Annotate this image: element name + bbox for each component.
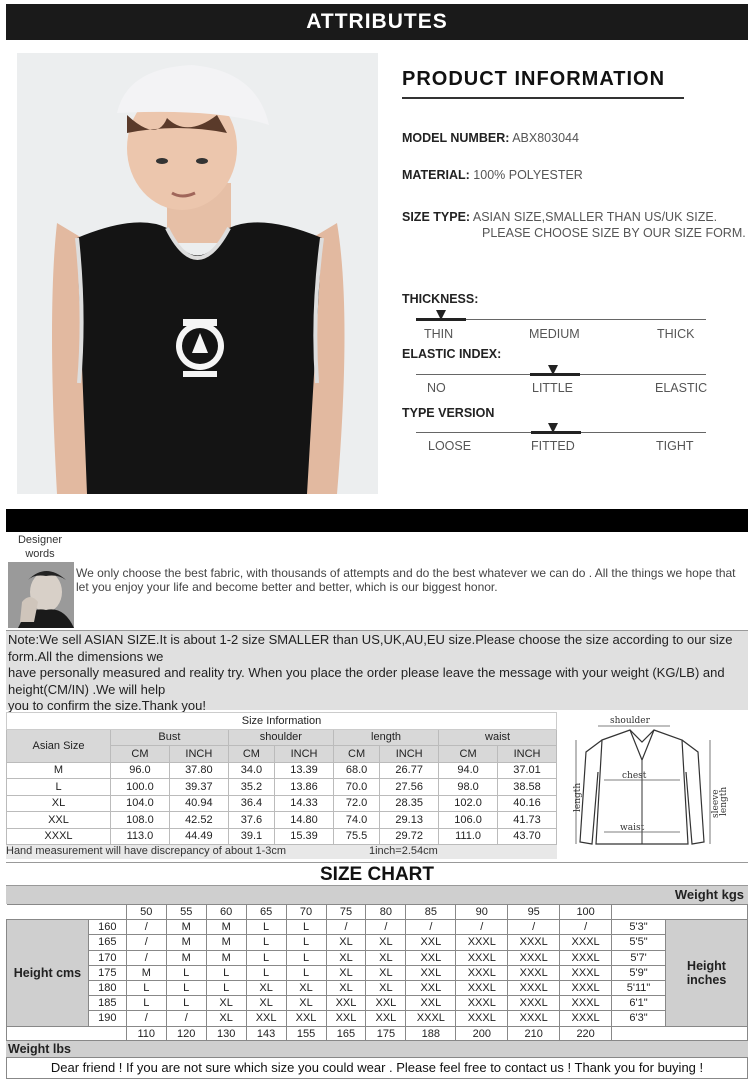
asian-size-header: Asian Size — [7, 729, 111, 762]
size-cell: XXXL — [508, 980, 560, 995]
sleeve-label: sleeve — [711, 789, 721, 818]
measurement-cell: 104.0 — [111, 795, 170, 812]
sleeve-length-label: length — [719, 786, 729, 816]
inch-conversion: 1inch=2.54cm — [369, 845, 438, 857]
kg-value-cell: 70 — [286, 905, 326, 920]
size-cell: XL — [366, 935, 406, 950]
lbs-value-cell: 120 — [166, 1026, 206, 1041]
model-number-value: ABX803044 — [512, 131, 579, 145]
measurement-cell: 37.01 — [498, 762, 557, 779]
note-line3: you to confirm the size.Thank you! — [8, 698, 206, 713]
note-line1: Note:We sell ASIAN SIZE.It is about 1-2 size SMALLER than US,UK,AU,EU size.Please choose the size according to our size form.All the dimensions we — [8, 632, 733, 664]
size-cell: XXXL — [508, 935, 560, 950]
thickness-option-thick: THICK — [657, 327, 695, 341]
table-row — [7, 1011, 748, 1026]
blank-cell — [612, 905, 748, 920]
product-info — [402, 68, 747, 99]
measurement-cell: 40.16 — [498, 795, 557, 812]
size-cell: L — [206, 980, 246, 995]
size-cell: XXXL — [456, 950, 508, 965]
measurement-cell: 39.1 — [228, 828, 274, 845]
height-cm-cell: 160 — [88, 920, 126, 935]
unit-header: CM — [228, 746, 274, 763]
size-cell: XXXL — [456, 996, 508, 1011]
measurement-cell: 106.0 — [439, 812, 498, 829]
size-cell: XL — [326, 935, 366, 950]
material-label: MATERIAL: — [402, 168, 470, 182]
size-cell: M — [206, 935, 246, 950]
waist-header: waist — [439, 729, 557, 746]
measurement-cell: 74.0 — [333, 812, 379, 829]
kg-value-cell: 60 — [206, 905, 246, 920]
shirt-measurement-diagram — [558, 712, 748, 860]
measurement-cell: 102.0 — [439, 795, 498, 812]
footer-message: Dear friend ! If you are not sure which size you could wear . Please feel free to contact us ! Thank you for buying ! — [6, 1057, 748, 1079]
size-cell: / — [166, 1011, 206, 1026]
measurement-cell: 13.86 — [275, 779, 334, 796]
lbs-value-cell: 110 — [126, 1026, 166, 1041]
measurement-cell: 75.5 — [333, 828, 379, 845]
measurement-cell: 36.4 — [228, 795, 274, 812]
size-info-title: Size Information — [7, 713, 557, 730]
kg-value-cell: 80 — [366, 905, 406, 920]
size-cell: XL — [326, 950, 366, 965]
height-inch-cell: 5'5" — [612, 935, 666, 950]
type-option-loose: LOOSE — [428, 439, 472, 453]
size-cell: XXXL — [508, 950, 560, 965]
size-cell: XXL — [406, 950, 456, 965]
height-cm-cell: 170 — [88, 950, 126, 965]
lbs-value-cell: 188 — [406, 1026, 456, 1041]
measurement-cell: 27.56 — [380, 779, 439, 796]
size-cell: XL — [366, 965, 406, 980]
size-cell: XXXL — [560, 980, 612, 995]
measurement-cell: 26.77 — [380, 762, 439, 779]
size-cell: M — [206, 920, 246, 935]
size-cell: XXL — [286, 1011, 326, 1026]
blank-cell — [612, 1026, 748, 1041]
size-cell: XXL — [406, 996, 456, 1011]
size-cell: XXXL — [456, 1011, 508, 1026]
size-cell: XL — [7, 795, 111, 812]
table-row — [7, 920, 748, 935]
size-cell: L — [166, 980, 206, 995]
size-cell: XXXL — [560, 935, 612, 950]
height-inch-cell: 5'11" — [612, 980, 666, 995]
size-cell: M — [7, 762, 111, 779]
height-cm-cell: 175 — [88, 965, 126, 980]
measurement-cell: 70.0 — [333, 779, 379, 796]
measurement-cell: 111.0 — [439, 828, 498, 845]
measurement-cell: 14.80 — [275, 812, 334, 829]
measurement-cell: 15.39 — [275, 828, 334, 845]
measurement-cell: 98.0 — [439, 779, 498, 796]
lbs-value-cell: 130 — [206, 1026, 246, 1041]
measurement-cell: 113.0 — [111, 828, 170, 845]
table-row — [7, 996, 748, 1011]
lbs-value-cell: 143 — [246, 1026, 286, 1041]
size-cell: XL — [366, 980, 406, 995]
weight-lbs-label: Weight lbs — [6, 1040, 748, 1057]
height-inch-cell: 5'3" — [612, 920, 666, 935]
size-cell: L — [246, 950, 286, 965]
size-cell: XL — [246, 980, 286, 995]
unit-header: CM — [111, 746, 170, 763]
thickness-marker-icon — [436, 310, 446, 320]
note-line2: have personally measured and reality try. When you place the order please leave the message with your weight (KG/LB) and height(CM/IN) .We will help — [8, 665, 725, 697]
kg-value-cell: 90 — [456, 905, 508, 920]
material-value: 100% POLYESTER — [473, 168, 583, 182]
measurement-cell: 42.52 — [169, 812, 228, 829]
size-information-table — [6, 712, 557, 845]
measurement-cell: 34.0 — [228, 762, 274, 779]
designer-words: We only choose the best fabric, with thousands of attempts and do the best whatever we can do . All the things we hope that let you enjoy your life and become better and better, which is our biggest honor. — [76, 566, 736, 594]
size-cell: L — [206, 965, 246, 980]
size-chart — [6, 886, 748, 1042]
kg-value-cell: 100 — [560, 905, 612, 920]
size-cell: XXXL — [508, 965, 560, 980]
measurement-cell: 72.0 — [333, 795, 379, 812]
size-cell: XL — [326, 965, 366, 980]
size-cell: / — [508, 920, 560, 935]
unit-header: INCH — [275, 746, 334, 763]
kg-row — [7, 905, 748, 920]
size-cell: XL — [206, 996, 246, 1011]
size-cell: XXXL — [560, 1011, 612, 1026]
size-cell: XL — [206, 1011, 246, 1026]
elastic-index-label: ELASTIC INDEX: — [402, 347, 502, 361]
section-divider — [6, 509, 748, 532]
size-type-line1: ASIAN SIZE,SMALLER THAN US/UK SIZE. — [472, 210, 718, 224]
size-cell: XXL — [366, 996, 406, 1011]
size-cell: XXXL — [456, 980, 508, 995]
size-cell: XL — [246, 996, 286, 1011]
measurement-cell: 44.49 — [169, 828, 228, 845]
model-number-row — [402, 131, 579, 145]
measurement-cell: 28.35 — [380, 795, 439, 812]
size-cell: L — [286, 965, 326, 980]
unit-header: INCH — [498, 746, 557, 763]
size-cell: XXL — [7, 812, 111, 829]
size-note — [6, 630, 748, 713]
size-cell: XL — [286, 980, 326, 995]
thickness-option-medium: MEDIUM — [529, 327, 580, 341]
measurement-cell: 40.94 — [169, 795, 228, 812]
measurement-cell: 108.0 — [111, 812, 170, 829]
table-row — [7, 795, 557, 812]
measurement-cell: 35.2 — [228, 779, 274, 796]
lbs-value-cell: 175 — [366, 1026, 406, 1041]
size-cell: / — [456, 920, 508, 935]
table-row — [7, 965, 748, 980]
elastic-option-little: LITTLE — [532, 381, 573, 395]
type-version-label: TYPE VERSION — [402, 406, 495, 420]
unit-header: INCH — [380, 746, 439, 763]
size-cell: / — [406, 920, 456, 935]
bust-header: Bust — [111, 729, 229, 746]
product-info-title: PRODUCT INFORMATION — [402, 68, 684, 99]
model-number-label: MODEL NUMBER: — [402, 131, 510, 145]
measurement-cell: 39.37 — [169, 779, 228, 796]
height-cm-cell: 180 — [88, 980, 126, 995]
height-cm-cell: 185 — [88, 996, 126, 1011]
lbs-value-cell: 165 — [326, 1026, 366, 1041]
measurement-cell: 14.33 — [275, 795, 334, 812]
elastic-marker-icon — [548, 365, 558, 375]
height-inches-label: Height inches — [665, 920, 747, 1026]
measurement-cell: 29.13 — [380, 812, 439, 829]
shoulder-label: shoulder — [610, 716, 650, 726]
size-cell: L — [7, 779, 111, 796]
kg-value-cell: 95 — [508, 905, 560, 920]
thickness-option-thin: THIN — [424, 327, 454, 341]
size-cell: L — [166, 996, 206, 1011]
size-cell: XXL — [366, 1011, 406, 1026]
length-label: length — [573, 782, 583, 812]
measurement-cell: 43.70 — [498, 828, 557, 845]
measurement-cell: 29.72 — [380, 828, 439, 845]
height-cm-cell: 190 — [88, 1011, 126, 1026]
size-cell: XXXL — [456, 965, 508, 980]
size-cell: M — [166, 920, 206, 935]
size-type-line2: PLEASE CHOOSE SIZE BY OUR SIZE FORM. — [482, 226, 746, 240]
waist-label: waist — [620, 823, 645, 833]
size-cell: XL — [366, 950, 406, 965]
size-cell: XXXL — [406, 1011, 456, 1026]
kg-value-cell: 50 — [126, 905, 166, 920]
size-cell: XXL — [406, 980, 456, 995]
size-cell: L — [246, 920, 286, 935]
shoulder-header: shoulder — [228, 729, 333, 746]
size-cell: / — [326, 920, 366, 935]
lbs-value-cell: 200 — [456, 1026, 508, 1041]
size-cell: XXXL — [508, 996, 560, 1011]
table-row — [7, 980, 748, 995]
measurement-cell: 13.39 — [275, 762, 334, 779]
table-row — [7, 762, 557, 779]
height-inch-cell: 5'7' — [612, 950, 666, 965]
size-cell: / — [366, 920, 406, 935]
kg-value-cell: 75 — [326, 905, 366, 920]
size-cell: L — [126, 996, 166, 1011]
size-cell: XL — [326, 980, 366, 995]
designer-avatar — [8, 562, 74, 628]
table-row — [7, 950, 748, 965]
measurement-cell: 68.0 — [333, 762, 379, 779]
size-cell: XXL — [246, 1011, 286, 1026]
measurement-cell: 100.0 — [111, 779, 170, 796]
size-cell: L — [246, 965, 286, 980]
weight-kgs-header: Weight kgs — [6, 886, 748, 904]
length-header: length — [333, 729, 438, 746]
table-row — [7, 812, 557, 829]
size-cell: M — [166, 935, 206, 950]
size-cell: / — [126, 920, 166, 935]
size-cell: L — [166, 965, 206, 980]
height-cms-label: Height cms — [7, 920, 89, 1026]
lbs-row — [7, 1026, 748, 1041]
size-cell: XXL — [326, 1011, 366, 1026]
type-option-tight: TIGHT — [656, 439, 694, 453]
measurement-cell: 41.73 — [498, 812, 557, 829]
product-photo — [17, 53, 378, 494]
height-cm-cell: 165 — [88, 935, 126, 950]
size-cell: XXL — [406, 965, 456, 980]
size-cell: XXXL — [7, 828, 111, 845]
lbs-value-cell: 220 — [560, 1026, 612, 1041]
size-cell: XXL — [326, 996, 366, 1011]
measurement-disclaimer: Hand measurement will have discrepancy of about 1-3cm — [6, 845, 287, 857]
size-cell: XL — [286, 996, 326, 1011]
size-cell: XXXL — [560, 965, 612, 980]
height-inch-cell: 6'1" — [612, 996, 666, 1011]
material-row — [402, 168, 583, 182]
blank-cell — [7, 1026, 127, 1041]
size-cell: XXXL — [560, 996, 612, 1011]
table-row — [7, 935, 748, 950]
size-cell: L — [286, 935, 326, 950]
lbs-value-cell: 155 — [286, 1026, 326, 1041]
measurement-cell: 37.6 — [228, 812, 274, 829]
kg-value-cell: 55 — [166, 905, 206, 920]
size-cell: / — [126, 950, 166, 965]
size-cell: / — [126, 1011, 166, 1026]
size-cell: XXXL — [560, 950, 612, 965]
table-row — [7, 779, 557, 796]
blank-cell — [7, 905, 127, 920]
unit-header: INCH — [169, 746, 228, 763]
size-cell: M — [166, 950, 206, 965]
size-cell: L — [126, 980, 166, 995]
measurement-cell: 37.80 — [169, 762, 228, 779]
size-type-row — [402, 210, 747, 224]
measurement-cell: 94.0 — [439, 762, 498, 779]
thickness-label: THICKNESS: — [402, 292, 479, 306]
size-cell: L — [286, 950, 326, 965]
size-cell: XXXL — [508, 1011, 560, 1026]
height-inch-cell: 5'9" — [612, 965, 666, 980]
size-chart-title: SIZE CHART — [6, 862, 748, 886]
measurement-cell: 96.0 — [111, 762, 170, 779]
chest-label: chest — [622, 771, 647, 781]
size-cell: M — [126, 965, 166, 980]
size-cell: / — [126, 935, 166, 950]
type-option-fitted: FITTED — [531, 439, 575, 453]
size-cell: L — [246, 935, 286, 950]
unit-header: CM — [333, 746, 379, 763]
size-cell: XXXL — [456, 935, 508, 950]
table-row — [7, 828, 557, 845]
size-cell: / — [560, 920, 612, 935]
attributes-header: ATTRIBUTES — [6, 4, 748, 40]
kg-value-cell: 65 — [246, 905, 286, 920]
size-cell: L — [286, 920, 326, 935]
measurement-cell: 38.58 — [498, 779, 557, 796]
size-info-footer — [6, 845, 557, 859]
elastic-option-no: NO — [427, 381, 446, 395]
kg-value-cell: 85 — [406, 905, 456, 920]
designer-label: Designer words — [17, 534, 63, 560]
size-cell: M — [206, 950, 246, 965]
elastic-option-elastic: ELASTIC — [655, 381, 708, 395]
unit-header: CM — [439, 746, 498, 763]
type-marker-icon — [548, 423, 558, 433]
lbs-value-cell: 210 — [508, 1026, 560, 1041]
size-cell: XXL — [406, 935, 456, 950]
height-inch-cell: 6'3" — [612, 1011, 666, 1026]
size-type-label: SIZE TYPE: — [402, 210, 471, 224]
